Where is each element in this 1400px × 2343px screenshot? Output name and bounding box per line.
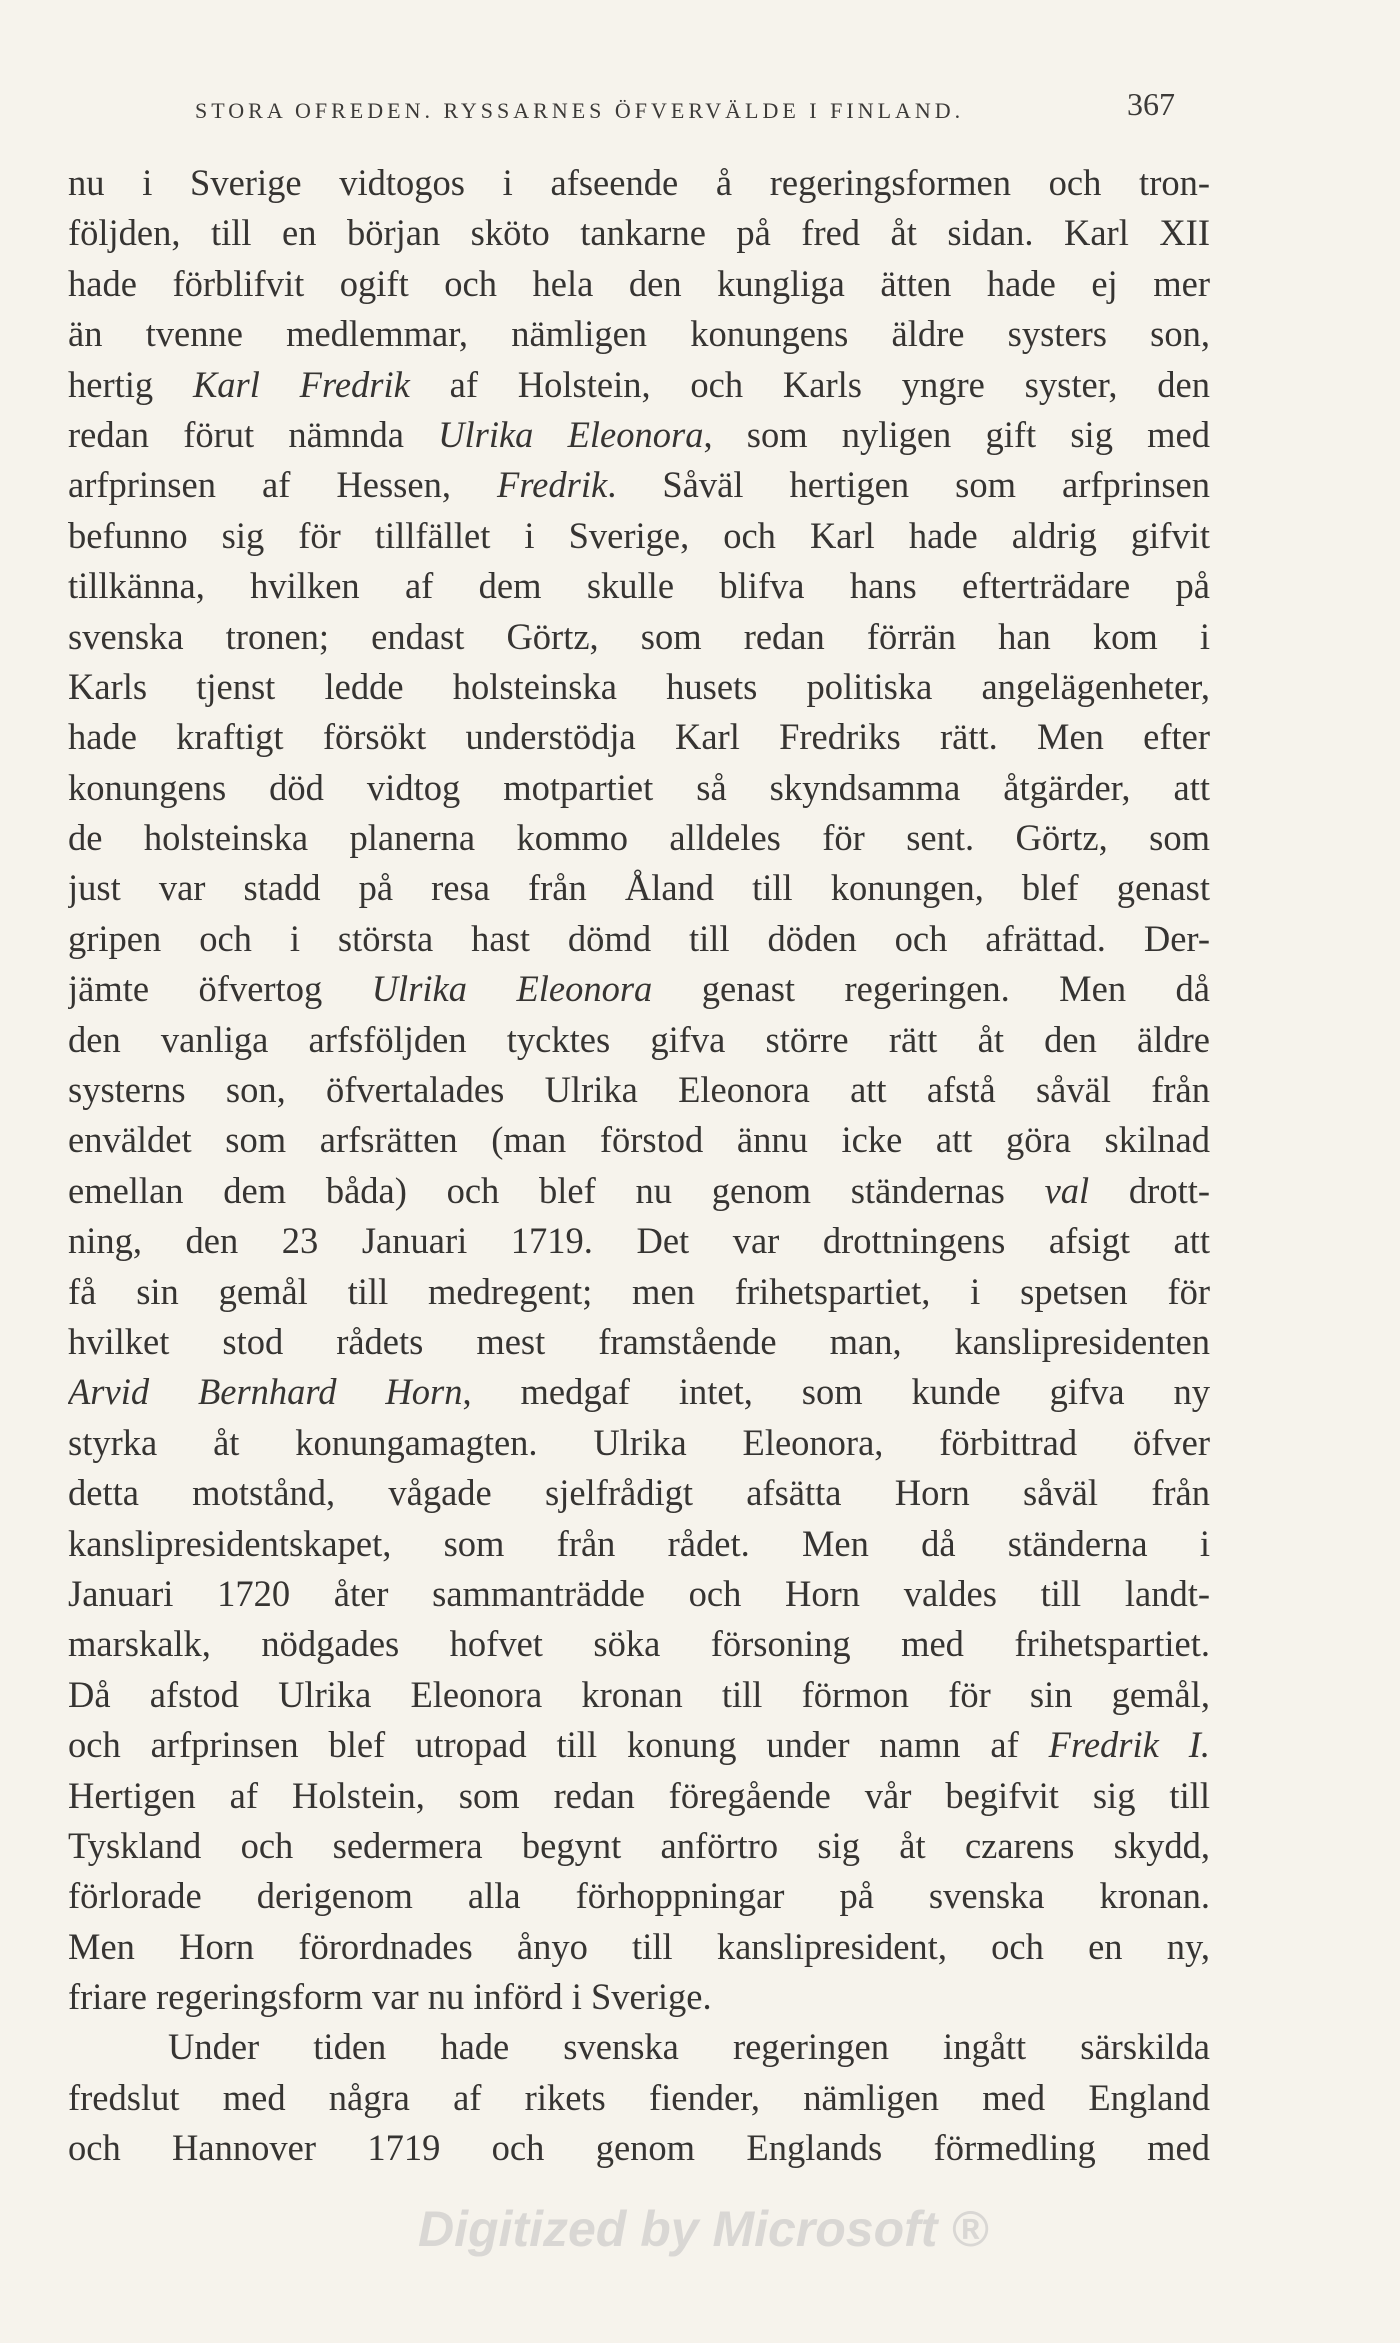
text-line [68,712,1210,762]
text-segment: just var stadd på resa från Åland till konungen, blef genast [68,867,1210,909]
text-line [68,1619,1210,1669]
text-line [68,1216,1210,1266]
text-line [68,1166,1210,1216]
text-segment: hvilket stod rådets mest framstående man, kanslipresidenten [68,1320,1210,1362]
text-segment: Karls tjenst ledde holsteinska husets politiska angelägenheter, [68,665,1210,707]
text-segment: , som nyligen gift sig med [703,413,1210,455]
text-line [68,1418,1210,1468]
text-segment: befunno sig för tillfället i Sverige, och Karl hade aldrig gifvit [68,514,1210,556]
text-line [68,460,1210,510]
text-segment: Januari 1720 åter sammanträdde och Horn valdes till landt- [68,1572,1210,1614]
text-segment: emellan dem båda) och blef nu genom ständernas [68,1169,1045,1211]
text-segment: än tvenne medlemmar, nämligen konungens äldre systers son, [68,313,1210,355]
text-segment: systerns son, öfvertalades Ulrika Eleonora att afstå såväl från [68,1069,1210,1111]
text-segment: Tyskland och sedermera begynt anförtro sig åt czarens skydd, [68,1824,1210,1866]
italic-name: Ulrika Eleonora [438,413,704,455]
text-line [68,1720,1210,1770]
text-line [68,763,1210,813]
text-line [68,1015,1210,1065]
text-segment: få sin gemål till medregent; men frihetspartiet, i spetsen för [68,1270,1210,1312]
text-segment: friare regeringsform var nu införd i Sverige. [68,1976,712,2018]
text-line [68,1065,1210,1115]
text-line [68,1468,1210,1518]
text-segment: tillkänna, hvilken af dem skulle blifva hans efterträdare på [68,565,1210,607]
italic-name: Arvid Bernhard Horn [68,1371,463,1413]
text-line [68,1317,1210,1367]
text-line [68,360,1210,410]
text-segment: . Såväl hertigen som arfprinsen [607,464,1210,506]
text-line [68,1871,1210,1921]
text-segment: svenska tronen; endast Görtz, som redan förrän han kom i [68,615,1210,657]
italic-name: Ulrika Eleonora [371,968,653,1010]
digitization-watermark: Digitized by Microsoft ® [418,2201,989,2257]
text-line [68,1771,1210,1821]
text-line [68,511,1210,561]
text-line [68,813,1210,863]
text-segment: drott- [1089,1169,1210,1211]
text-segment: marskalk, nödgades hofvet söka försoning med frihetspartiet. [68,1623,1210,1665]
text-line [68,158,1210,208]
running-title: STORA OFREDEN. RYSSARNES ÖFVERVÄLDE I FINLAND. [195,98,965,123]
text-segment: och arfprinsen blef utropad till konung under namn af [68,1724,1049,1766]
text-segment: Hertigen af Holstein, som redan föregående vår begifvit sig till [68,1774,1210,1816]
italic-name: Fredrik [497,464,608,506]
text-segment: hade kraftigt försökt understödja Karl Fredriks rätt. Men efter [68,716,1210,758]
text-segment: konungens död vidtog motpartiet så skyndsamma åtgärder, att [68,766,1210,808]
italic-name: Karl Fredrik [192,363,410,405]
text-segment: den vanliga arfsföljden tycktes gifva större rätt åt den äldre [68,1018,1210,1060]
text-line [68,2022,1210,2072]
text-line [68,208,1210,258]
text-segment: kanslipresidentskapet, som från rådet. Men då ständerna i [68,1522,1210,1564]
text-segment: hertig [68,363,193,405]
text-line [68,1115,1210,1165]
text-segment: nu i Sverige vidtogos i afseende å regeringsformen och tron- [68,162,1210,203]
text-line [68,1972,1210,2022]
text-segment: af Holstein, och Karls yngre syster, den [409,363,1210,405]
italic-name: val [1044,1169,1090,1211]
text-segment: de holsteinska planerna kommo alldeles för sent. Görtz, som [68,817,1210,859]
text-segment: jämte öfvertog [68,968,372,1010]
text-segment: Men Horn förordnades ånyo till kanslipresident, och en ny, [68,1925,1210,1967]
text-line [68,1922,1210,1972]
text-line [68,1519,1210,1569]
running-header [195,86,1195,130]
text-line [68,561,1210,611]
text-line [68,259,1210,309]
text-segment: enväldet som arfsrätten (man förstod ännu icke att göra skilnad [68,1119,1210,1161]
text-segment: , medgaf intet, som kunde gifva ny [462,1371,1210,1413]
text-line [68,1367,1210,1417]
text-segment: hade förblifvit ogift och hela den kungliga ätten hade ej mer [68,262,1210,304]
text-segment: arfprinsen af Hessen, [68,464,498,506]
page-number: 367 [1127,86,1175,122]
text-line [68,964,1210,1014]
text-line [68,2073,1210,2123]
text-segment: styrka åt konungamagten. Ulrika Eleonora, förbittrad öfver [68,1421,1210,1463]
text-segment: och Hannover 1719 och genom Englands förmedling med [68,2127,1210,2169]
text-segment: Under tiden hade svenska regeringen ingått särskilda [168,2026,1210,2068]
text-segment: följden, till en början sköto tankarne på fred åt sidan. Karl XII [68,212,1210,254]
text-line [68,1569,1210,1619]
text-line [68,662,1210,712]
text-segment: genast regeringen. Men då [652,968,1210,1010]
text-segment: ning, den 23 Januari 1719. Det var drottningens afsigt att [68,1220,1210,1262]
text-segment: förlorade derigenom alla förhoppningar på svenska kronan. [68,1875,1210,1917]
text-segment: gripen och i största hast dömd till döden och afrättad. Der- [68,917,1210,959]
text-line [68,410,1210,460]
body-text [68,158,1210,2174]
text-line [68,1670,1210,1720]
text-segment: fredslut med några af rikets fiender, nämligen med England [68,2076,1210,2118]
text-line [68,914,1210,964]
text-line [68,1821,1210,1871]
text-line [68,1267,1210,1317]
text-segment: redan förut nämnda [68,413,439,455]
text-segment: Då afstod Ulrika Eleonora kronan till förmon för sin gemål, [68,1673,1210,1715]
italic-name: Fredrik I. [1048,1724,1210,1766]
text-line [68,612,1210,662]
text-line [68,309,1210,359]
text-segment: detta motstånd, vågade sjelfrådigt afsätta Horn såväl från [68,1472,1210,1514]
text-line [68,2123,1210,2173]
text-line [68,863,1210,913]
